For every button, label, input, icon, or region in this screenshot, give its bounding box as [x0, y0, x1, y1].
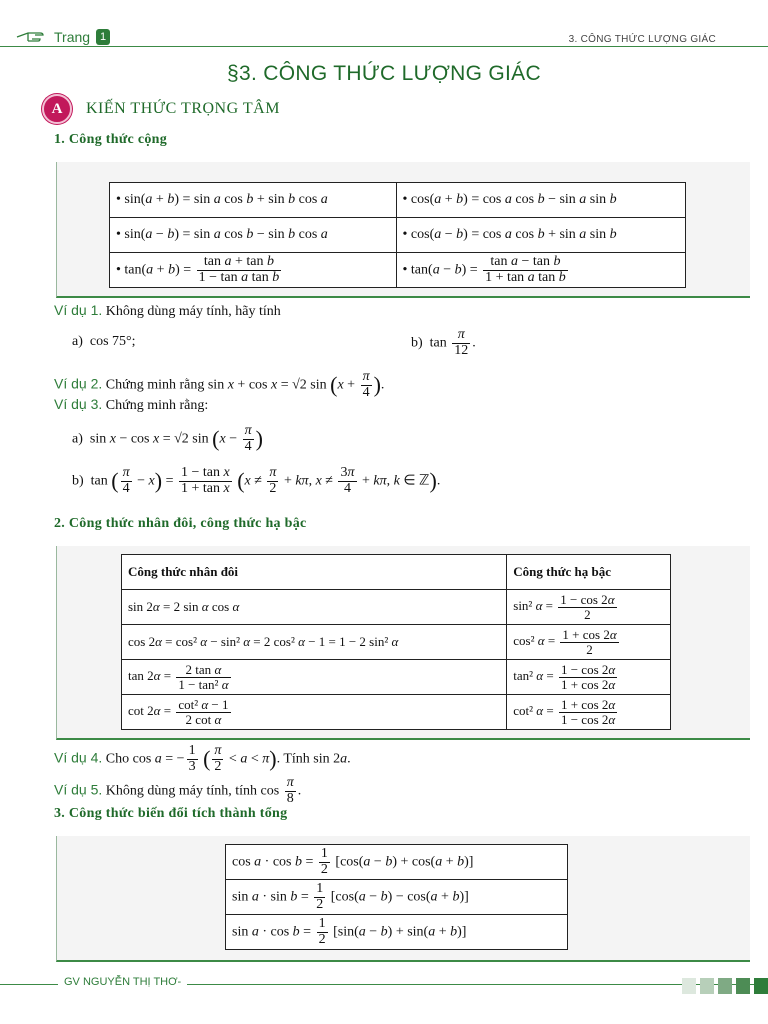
example-3-label: Ví dụ 3. — [54, 396, 103, 412]
example-5-label: Ví dụ 5. — [54, 781, 103, 798]
example-1b: b) tan $\frac{\pi}{12}$ . — [411, 327, 476, 358]
example-3a: a) sin x − cos x = √2 sin (x − $\frac{\pi}{4}$ ) — [72, 423, 263, 454]
footer-square-2 — [700, 978, 714, 994]
page-number: 1 — [96, 29, 110, 45]
part2-panel — [56, 546, 750, 740]
formula-tan-2a: tan 2α = $\frac{\text{2 tan α}}{\text{1 − tan² α}}$ — [122, 660, 507, 695]
formula-sin-diff: • sin(a − b) = sin a cos b − sin b cos a — [110, 218, 397, 253]
formula-tan-diff: • tan(a − b) = $\frac{\text{tan a − tan b}}{\text{1 + tan a tan b}}$ — [396, 253, 685, 288]
formula-sin-sin: sin a · sin b = $\frac{1}{2}$ [cos(a − b) − cos(a + b)] — [226, 880, 568, 915]
formula-cot-sq: cot² α = $\frac{1 + \cos 2\alpha}{1 - \cos 2\alpha}$ — [507, 695, 671, 730]
footer-square-1 — [682, 978, 696, 994]
part3-panel — [56, 836, 750, 962]
double-angle-table — [121, 554, 671, 730]
example-1-label: Ví dụ 1. — [54, 302, 103, 318]
addition-formula-table — [109, 182, 686, 288]
col-power-reduction: Công thức hạ bậc — [507, 555, 671, 590]
footer-author: GV NGUYỄN THỊ THƠ- — [58, 976, 187, 988]
formula-sin-sq: sin² α = $\frac{1 - \cos 2\alpha}{2}$ — [507, 590, 671, 625]
example-4-tail: . Tính sin 2 — [276, 751, 341, 767]
example-2-text: Chứng minh rằng — [105, 377, 205, 393]
example-2: Ví dụ 2. Chứng minh rằng sin x + cos x = √2 sin (x + $\frac{\pi}{4}$ ). — [54, 369, 385, 400]
part1-heading: 1. Công thức cộng — [54, 132, 168, 147]
formula-cos-cos: cos a · cos b = $\frac{1}{2}$ [cos(a − b) + cos(a + b)] — [226, 845, 568, 880]
formula-cos-diff: • cos(a − b) = cos a cos b + sin a sin b — [396, 218, 685, 253]
formula-tan-sq: tan² α = $\frac{1 - \cos 2\alpha}{1 + \cos 2\alpha}$ — [507, 660, 671, 695]
example-5-text: Không dùng máy tính, tính cos — [105, 783, 280, 799]
product-to-sum-table — [225, 844, 568, 950]
page-word: Trang — [54, 29, 91, 45]
formula-sin-2a: sin 2α = 2 sin α cos α — [122, 590, 507, 625]
page-title: §3. CÔNG THỨC LƯỢNG GIÁC — [227, 62, 541, 85]
part3-heading: 3. Công thức biến đổi tích thành tổng — [54, 806, 288, 821]
formula-cot-2a: cot 2α = $\frac{\text{cot² α − 1}}{\text{2 cot α}}$ — [122, 695, 507, 730]
formula-cos-2a: cos 2α = cos² α − sin² α = 2 cos² α − 1 = 1 − 2 sin² α — [122, 625, 507, 660]
part2-heading: 2. Công thức nhân đôi, công thức hạ bậc — [54, 516, 307, 531]
header-rule — [0, 46, 768, 47]
chapter-title: 3. CÔNG THỨC LƯỢNG GIÁC — [568, 34, 716, 45]
example-3 — [54, 396, 208, 414]
part1-panel — [56, 162, 750, 298]
example-3b: b) tan ( $\frac{\pi}{4}$ − x) = $\frac{\text{1 − tan x}}{\text{1 + tan x}}$ (x ≠ $\frac{\pi}{2}$ + kπ, x ≠ $\frac{3\pi}{4}$ + kπ, k ∈ ℤ). — [72, 465, 441, 496]
section-a-badge: A — [42, 94, 72, 124]
formula-sin-sum: • sin(a + b) = sin a cos b + sin b cos a — [110, 183, 397, 218]
example-2-label: Ví dụ 2. — [54, 375, 103, 392]
example-1-text: Không dùng máy tính, hãy tính — [105, 304, 281, 319]
example-4-text: Cho — [105, 751, 130, 767]
footer-square-3 — [718, 978, 732, 994]
footer-square-5 — [754, 978, 768, 994]
formula-tan-sum: • tan(a + b) = $\frac{\text{tan a + tan b}}{\text{1 − tan a tan b}}$ — [110, 253, 397, 288]
formula-cos-sum: • cos(a + b) = cos a cos b − sin a sin b — [396, 183, 685, 218]
section-a-heading — [42, 94, 280, 124]
example-5: Ví dụ 5. Không dùng máy tính, tính cos $\frac{\pi}{8}$ . — [54, 775, 302, 806]
example-4: Ví dụ 4. Cho cos a = − $\frac{1}{3}$ ( $\frac{\pi}{2}$ < a < π). Tính sin 2a. — [54, 743, 351, 774]
formula-sin-cos: sin a · cos b = $\frac{1}{2}$ [sin(a − b) + sin(a + b)] — [226, 915, 568, 950]
example-3-text: Chứng minh rằng: — [105, 398, 209, 413]
col-double-angle: Công thức nhân đôi — [122, 555, 507, 590]
header-page — [16, 29, 110, 45]
pointing-hand-icon — [16, 30, 48, 44]
example-4-label: Ví dụ 4. — [54, 749, 103, 766]
example-1 — [54, 302, 281, 320]
formula-cos-sq: cos² α = $\frac{1 + \cos 2\alpha}{2}$ — [507, 625, 671, 660]
section-a-label: KIẾN THỨC TRỌNG TÂM — [86, 100, 280, 117]
footer-square-4 — [736, 978, 750, 994]
example-1a: a) cos 75°; — [72, 334, 136, 349]
